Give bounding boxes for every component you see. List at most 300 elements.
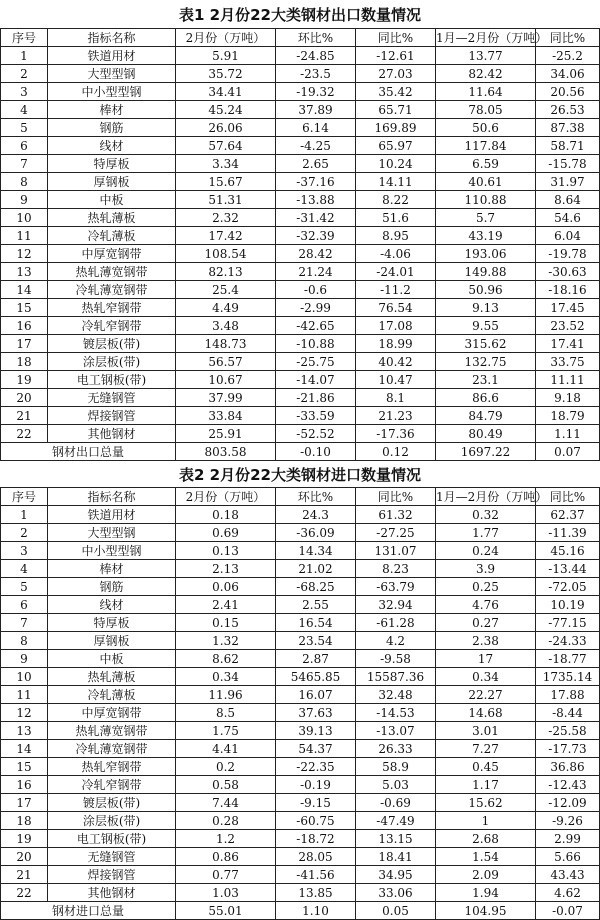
item-name-cell: 冷轧薄板 — [48, 227, 176, 245]
table-cell: 17 — [436, 650, 536, 668]
table-row — [1, 263, 600, 281]
table-cell: 3.48 — [176, 317, 276, 335]
table-cell: 9 — [1, 191, 48, 209]
table-cell: -47.49 — [356, 812, 436, 830]
table-row — [1, 425, 600, 443]
table-cell: 3.34 — [176, 155, 276, 173]
table-cell: 40.42 — [356, 353, 436, 371]
table-cell: 4 — [1, 560, 48, 578]
total-cell: 0.12 — [356, 443, 436, 461]
table-cell: 9.13 — [436, 299, 536, 317]
table-row — [1, 245, 600, 263]
table-cell: 31.97 — [536, 173, 600, 191]
table-cell: 21 — [1, 866, 48, 884]
table-cell: -4.06 — [356, 245, 436, 263]
table-cell: 80.49 — [436, 425, 536, 443]
item-name-cell: 镀层板(带) — [48, 794, 176, 812]
column-header: 环比% — [276, 488, 356, 506]
table-cell: 5.7 — [436, 209, 536, 227]
table-cell: 16.54 — [276, 614, 356, 632]
table-cell: 0.2 — [176, 758, 276, 776]
table-row — [1, 668, 600, 686]
table-cell: 23.52 — [536, 317, 600, 335]
table-cell: 51.6 — [356, 209, 436, 227]
column-header: 1月—2月份（万吨） — [436, 29, 536, 47]
table-cell: 7 — [1, 614, 48, 632]
item-name-cell: 无缝钢管 — [48, 389, 176, 407]
column-header: 指标名称 — [48, 488, 176, 506]
table-cell: 13 — [1, 263, 48, 281]
table-cell: 3.01 — [436, 722, 536, 740]
table-row — [1, 335, 600, 353]
table-cell: 9 — [1, 650, 48, 668]
table-cell: -0.6 — [276, 281, 356, 299]
table-cell: 21.02 — [276, 560, 356, 578]
table-cell: -37.16 — [276, 173, 356, 191]
table-cell: 23.54 — [276, 632, 356, 650]
table-cell: 20 — [1, 389, 48, 407]
table-cell: 1.11 — [536, 425, 600, 443]
item-name-cell: 厚钢板 — [48, 632, 176, 650]
item-name-cell: 冷轧薄宽钢带 — [48, 740, 176, 758]
table-cell: 169.89 — [356, 119, 436, 137]
table-cell: 8.1 — [356, 389, 436, 407]
table-cell: 25.4 — [176, 281, 276, 299]
table-cell: -4.25 — [276, 137, 356, 155]
total-cell: 55.01 — [176, 902, 276, 920]
table-cell: 11.64 — [436, 83, 536, 101]
table-row — [1, 794, 600, 812]
item-name-cell: 无缝钢管 — [48, 848, 176, 866]
table-cell: -25.75 — [276, 353, 356, 371]
table-cell: 0.77 — [176, 866, 276, 884]
table-cell: -0.19 — [276, 776, 356, 794]
column-header: 环比% — [276, 29, 356, 47]
table-cell: 82.13 — [176, 263, 276, 281]
item-name-cell: 冷轧窄钢带 — [48, 776, 176, 794]
table-cell: -0.69 — [356, 794, 436, 812]
table-row — [1, 209, 600, 227]
table-cell: 17.41 — [536, 335, 600, 353]
table-cell: 34.06 — [536, 65, 600, 83]
table-cell: 21 — [1, 407, 48, 425]
table-cell: 17.08 — [356, 317, 436, 335]
table-cell: 5 — [1, 119, 48, 137]
table-cell: 1 — [436, 812, 536, 830]
column-header: 同比% — [356, 29, 436, 47]
table-cell: 13.77 — [436, 47, 536, 65]
table-row — [1, 155, 600, 173]
table-cell: 32.94 — [356, 596, 436, 614]
table-cell: -36.09 — [276, 524, 356, 542]
table-cell: 19 — [1, 371, 48, 389]
table-cell: 0.15 — [176, 614, 276, 632]
table-cell: 4.62 — [536, 884, 600, 902]
item-name-cell: 冷轧窄钢带 — [48, 317, 176, 335]
table-cell: 22 — [1, 425, 48, 443]
table-cell: 5465.85 — [276, 668, 356, 686]
table-cell: 17.42 — [176, 227, 276, 245]
table-cell: 25.91 — [176, 425, 276, 443]
table-cell: 61.32 — [356, 506, 436, 524]
total-cell: -0.10 — [276, 443, 356, 461]
total-cell: -0.07 — [536, 902, 600, 920]
table-cell: 148.73 — [176, 335, 276, 353]
table-cell: 3 — [1, 542, 48, 560]
table-row — [1, 299, 600, 317]
table-cell: -14.53 — [356, 704, 436, 722]
table-cell: 132.75 — [436, 353, 536, 371]
table-cell: 1.94 — [436, 884, 536, 902]
table-cell: -42.65 — [276, 317, 356, 335]
import-table — [0, 487, 600, 920]
item-name-cell: 电工钢板(带) — [48, 830, 176, 848]
table-cell: 2 — [1, 65, 48, 83]
table-cell: 3.9 — [436, 560, 536, 578]
table-cell: 17.88 — [536, 686, 600, 704]
table-cell: 17 — [1, 794, 48, 812]
table-cell: 34.95 — [356, 866, 436, 884]
table-cell: 33.75 — [536, 353, 600, 371]
item-name-cell: 厚钢板 — [48, 173, 176, 191]
table-cell: 1 — [1, 47, 48, 65]
item-name-cell: 大型型钢 — [48, 524, 176, 542]
table-cell: 13.85 — [276, 884, 356, 902]
table-cell: 54.6 — [536, 209, 600, 227]
table-cell: 50.6 — [436, 119, 536, 137]
table-cell: -72.05 — [536, 578, 600, 596]
table-cell: 76.54 — [356, 299, 436, 317]
table-cell: 0.45 — [436, 758, 536, 776]
table-cell: 27.03 — [356, 65, 436, 83]
table-cell: 1.75 — [176, 722, 276, 740]
table-row — [1, 884, 600, 902]
total-row — [1, 902, 600, 920]
table-row — [1, 101, 600, 119]
table-cell: 28.42 — [276, 245, 356, 263]
column-header: 2月份（万吨） — [176, 488, 276, 506]
table-row — [1, 866, 600, 884]
table-row — [1, 173, 600, 191]
table-cell: 35.42 — [356, 83, 436, 101]
table-row — [1, 740, 600, 758]
table-cell: 0.25 — [436, 578, 536, 596]
table-cell: 37.63 — [276, 704, 356, 722]
table-cell: 1735.14 — [536, 668, 600, 686]
table-cell: 2.99 — [536, 830, 600, 848]
table-row — [1, 389, 600, 407]
table-cell: 86.6 — [436, 389, 536, 407]
table-row — [1, 407, 600, 425]
table-cell: 2.55 — [276, 596, 356, 614]
column-header: 2月份（万吨） — [176, 29, 276, 47]
item-name-cell: 铁道用材 — [48, 47, 176, 65]
header-row — [1, 29, 600, 47]
table-cell: 51.31 — [176, 191, 276, 209]
item-name-cell: 热轧薄宽钢带 — [48, 263, 176, 281]
table-cell: 37.89 — [276, 101, 356, 119]
table-cell: 18.99 — [356, 335, 436, 353]
table-cell: 1.03 — [176, 884, 276, 902]
table-cell: 10 — [1, 209, 48, 227]
table-cell: -19.78 — [536, 245, 600, 263]
table-cell: 14 — [1, 281, 48, 299]
table-row — [1, 506, 600, 524]
item-name-cell: 电工钢板(带) — [48, 371, 176, 389]
table-cell: 24.3 — [276, 506, 356, 524]
table-cell: 12 — [1, 704, 48, 722]
table-row — [1, 722, 600, 740]
table-row — [1, 578, 600, 596]
table-cell: 15.67 — [176, 173, 276, 191]
item-name-cell: 镀层板(带) — [48, 335, 176, 353]
total-label: 钢材出口总量 — [1, 443, 176, 461]
table-cell: 18 — [1, 812, 48, 830]
table-cell: 82.42 — [436, 65, 536, 83]
table-cell: 23.1 — [436, 371, 536, 389]
table-cell: 10.67 — [176, 371, 276, 389]
item-name-cell: 热轧薄板 — [48, 209, 176, 227]
table-row — [1, 614, 600, 632]
table-cell: -13.44 — [536, 560, 600, 578]
table-cell: 20.56 — [536, 83, 600, 101]
table1-title: 表1 2月份22大类钢材出口数量情况 — [179, 6, 421, 24]
table-row — [1, 83, 600, 101]
table-cell: 20 — [1, 848, 48, 866]
table-row — [1, 281, 600, 299]
table-row — [1, 542, 600, 560]
table-cell: 0.69 — [176, 524, 276, 542]
table-cell: -9.15 — [276, 794, 356, 812]
table-cell: 193.06 — [436, 245, 536, 263]
table-cell: 2.38 — [436, 632, 536, 650]
item-name-cell: 焊接钢管 — [48, 866, 176, 884]
table-cell: 56.57 — [176, 353, 276, 371]
table-cell: 45.24 — [176, 101, 276, 119]
table-cell: -24.01 — [356, 263, 436, 281]
table-cell: -14.07 — [276, 371, 356, 389]
table-row — [1, 119, 600, 137]
table-cell: 15 — [1, 299, 48, 317]
table-row — [1, 137, 600, 155]
item-name-cell: 特厚板 — [48, 614, 176, 632]
table-row — [1, 830, 600, 848]
table-cell: -60.75 — [276, 812, 356, 830]
table-cell: 0.34 — [436, 668, 536, 686]
table-cell: 28.05 — [276, 848, 356, 866]
table-row — [1, 650, 600, 668]
table-cell: 4.76 — [436, 596, 536, 614]
total-label: 钢材进口总量 — [1, 902, 176, 920]
table-row — [1, 191, 600, 209]
table-cell: 4.49 — [176, 299, 276, 317]
table-row — [1, 65, 600, 83]
table-cell: 50.96 — [436, 281, 536, 299]
table-cell: 21.24 — [276, 263, 356, 281]
table-cell: 0.06 — [176, 578, 276, 596]
table-row — [1, 227, 600, 245]
table-cell: 2.09 — [436, 866, 536, 884]
item-name-cell: 钢筋 — [48, 119, 176, 137]
table-cell: -25.58 — [536, 722, 600, 740]
table-cell: 10.24 — [356, 155, 436, 173]
table-cell: -21.86 — [276, 389, 356, 407]
table-cell: 9.55 — [436, 317, 536, 335]
table-cell: -41.56 — [276, 866, 356, 884]
table-cell: -19.32 — [276, 83, 356, 101]
table-row — [1, 776, 600, 794]
table-cell: 22 — [1, 884, 48, 902]
table-cell: 8.95 — [356, 227, 436, 245]
table-cell: -15.78 — [536, 155, 600, 173]
table-cell: 6.14 — [276, 119, 356, 137]
table-cell: 11 — [1, 686, 48, 704]
table-row — [1, 848, 600, 866]
table-cell: -23.5 — [276, 65, 356, 83]
table-cell: 15.62 — [436, 794, 536, 812]
table-cell: 10.47 — [356, 371, 436, 389]
table-cell: 8.23 — [356, 560, 436, 578]
table-cell: -8.44 — [536, 704, 600, 722]
column-header: 指标名称 — [48, 29, 176, 47]
item-name-cell: 棒材 — [48, 560, 176, 578]
table-cell: 65.97 — [356, 137, 436, 155]
table-cell: 26.53 — [536, 101, 600, 119]
table-cell: 65.71 — [356, 101, 436, 119]
table-cell: 2.87 — [276, 650, 356, 668]
item-name-cell: 中板 — [48, 191, 176, 209]
table-cell: 6.04 — [536, 227, 600, 245]
table-cell: 43.19 — [436, 227, 536, 245]
table-row — [1, 560, 600, 578]
table-cell: 11.11 — [536, 371, 600, 389]
total-cell: 104.95 — [436, 902, 536, 920]
total-cell: 0.07 — [536, 443, 600, 461]
table-row — [1, 704, 600, 722]
table-cell: 34.41 — [176, 83, 276, 101]
table-cell: 108.54 — [176, 245, 276, 263]
item-name-cell: 线材 — [48, 137, 176, 155]
table-cell: 15 — [1, 758, 48, 776]
table-cell: 5.66 — [536, 848, 600, 866]
table-row — [1, 47, 600, 65]
table-cell: 39.13 — [276, 722, 356, 740]
item-name-cell: 特厚板 — [48, 155, 176, 173]
table-cell: -2.99 — [276, 299, 356, 317]
table-cell: 8.5 — [176, 704, 276, 722]
item-name-cell: 线材 — [48, 596, 176, 614]
table-cell: 26.33 — [356, 740, 436, 758]
table-cell: 21.23 — [356, 407, 436, 425]
table-cell: -17.36 — [356, 425, 436, 443]
table-row — [1, 596, 600, 614]
table-cell: 37.99 — [176, 389, 276, 407]
table-cell: 14.68 — [436, 704, 536, 722]
table-cell: -13.07 — [356, 722, 436, 740]
table-cell: -12.61 — [356, 47, 436, 65]
item-name-cell: 钢筋 — [48, 578, 176, 596]
table-cell: -18.77 — [536, 650, 600, 668]
column-header: 同比% — [356, 488, 436, 506]
table-cell: 4.2 — [356, 632, 436, 650]
table-cell: 131.07 — [356, 542, 436, 560]
table-cell: 1.77 — [436, 524, 536, 542]
table-cell: -11.2 — [356, 281, 436, 299]
table-cell: -12.09 — [536, 794, 600, 812]
table-cell: -18.72 — [276, 830, 356, 848]
table-cell: 11 — [1, 227, 48, 245]
table-cell: 2.65 — [276, 155, 356, 173]
table-cell: 26.06 — [176, 119, 276, 137]
table-cell: 32.48 — [356, 686, 436, 704]
table-cell: 9.18 — [536, 389, 600, 407]
table-cell: 22.27 — [436, 686, 536, 704]
column-header: 同比% — [536, 488, 600, 506]
table-cell: 10.19 — [536, 596, 600, 614]
total-cell: 1697.22 — [436, 443, 536, 461]
table-cell: -52.52 — [276, 425, 356, 443]
table-cell: -63.79 — [356, 578, 436, 596]
table-cell: 12 — [1, 245, 48, 263]
table-cell: 2.68 — [436, 830, 536, 848]
table-cell: 3 — [1, 83, 48, 101]
table-cell: 33.84 — [176, 407, 276, 425]
table-cell: 17 — [1, 335, 48, 353]
table-cell: 5 — [1, 578, 48, 596]
table-cell: 43.43 — [536, 866, 600, 884]
table-row — [1, 524, 600, 542]
table-cell: -12.43 — [536, 776, 600, 794]
table-cell: 5.03 — [356, 776, 436, 794]
table-cell: -30.63 — [536, 263, 600, 281]
table-cell: 33.06 — [356, 884, 436, 902]
item-name-cell: 中厚宽钢带 — [48, 704, 176, 722]
item-name-cell: 棒材 — [48, 101, 176, 119]
table-cell: 0.32 — [436, 506, 536, 524]
table-cell: 149.88 — [436, 263, 536, 281]
table-cell: 8.22 — [356, 191, 436, 209]
total-cell: 803.58 — [176, 443, 276, 461]
table-cell: 7 — [1, 155, 48, 173]
column-header: 同比% — [536, 29, 600, 47]
table-cell: 15587.36 — [356, 668, 436, 686]
table-cell: 1.32 — [176, 632, 276, 650]
table-cell: -27.25 — [356, 524, 436, 542]
item-name-cell: 大型型钢 — [48, 65, 176, 83]
table-row — [1, 317, 600, 335]
table-cell: 10 — [1, 668, 48, 686]
table-cell: 16 — [1, 317, 48, 335]
table-cell: 1.17 — [436, 776, 536, 794]
table-cell: -18.16 — [536, 281, 600, 299]
table-cell: 0.13 — [176, 542, 276, 560]
item-name-cell: 冷轧薄板 — [48, 686, 176, 704]
table-cell: 8 — [1, 632, 48, 650]
table-cell: 8.64 — [536, 191, 600, 209]
table-cell: 0.24 — [436, 542, 536, 560]
table-cell: -25.2 — [536, 47, 600, 65]
table-cell: 17.45 — [536, 299, 600, 317]
table-cell: 117.84 — [436, 137, 536, 155]
item-name-cell: 中小型型钢 — [48, 83, 176, 101]
item-name-cell: 涂层板(带) — [48, 812, 176, 830]
table-row — [1, 812, 600, 830]
table-cell: -17.73 — [536, 740, 600, 758]
table-cell: 19 — [1, 830, 48, 848]
table-cell: 62.37 — [536, 506, 600, 524]
table-row — [1, 758, 600, 776]
table-cell: 6 — [1, 596, 48, 614]
